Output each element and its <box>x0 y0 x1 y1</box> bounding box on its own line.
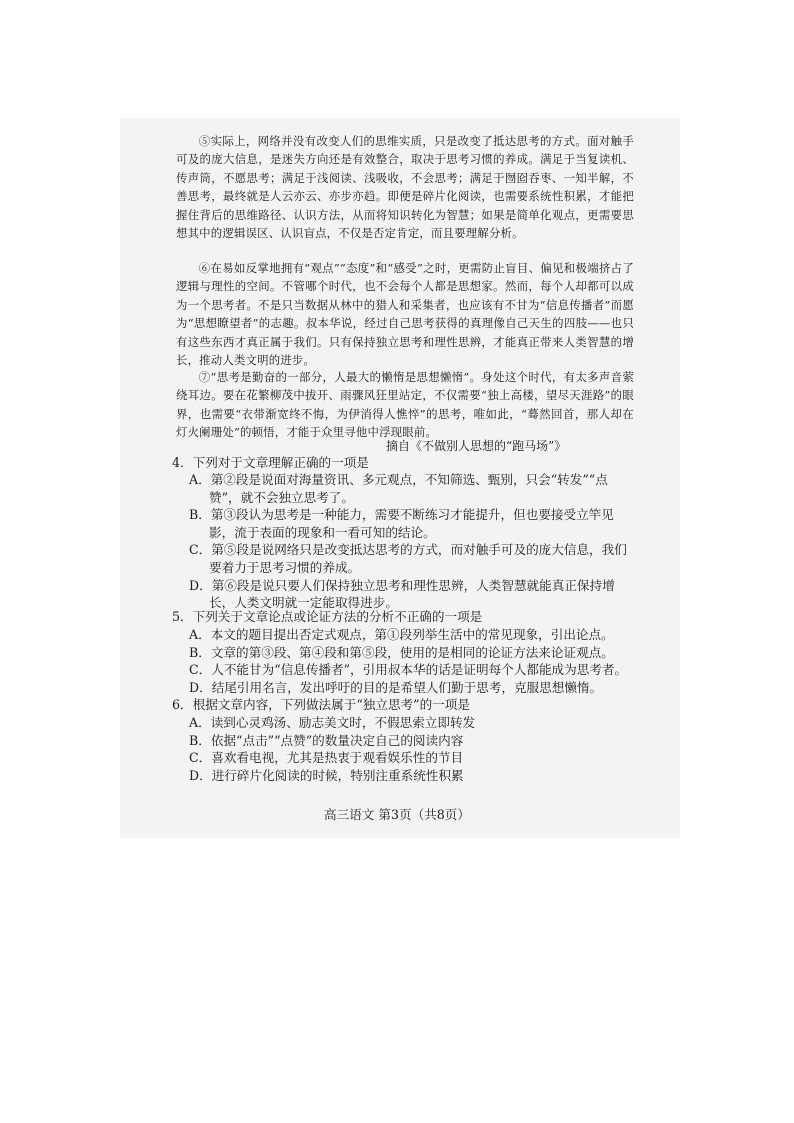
question-4-option-b: B．第③段认为思考是一种能力，需要不断练习才能提升，但也要接受立竿见影，流于表面的现象和一看可知的结论。 <box>189 507 614 540</box>
paragraph-5: ⑤实际上，网络并没有改变人们的思维实质，只是改变了抵达思考的方式。面对触手可及的庞大信息，是迷失方向还是有效整合，取决于思考习惯的养成。满足于当复读机、传声筒，不愿思考；满足于浅阅读、浅吸收，不会思考；满足于囫囵吞枣、一知半解，不善思考，最终就是人云亦云、亦步亦趋。即便是碎片化阅读，也需要系统性积累，才能把握住背后的思维路径、认识方法，从而将知识转化为智慧；如果是简单化观点，更需要思想其中的逻辑误区、认识盲点，不仅是否定肯定，而且要理解分析。 <box>176 134 634 241</box>
question-6-option-c: C．喜欢看电视，尤其是热衷于观看娱乐性的节目 <box>189 750 464 766</box>
question-4-option-a: A．第②段是说面对海量资讯、多元观点，不知筛选、甄别，只会“转发”“点赞”，就不会独立思考了。 <box>189 472 608 505</box>
question-5-stem: 5．下列关于文章论点或论证方法的分析不正确的一项是 <box>172 609 483 624</box>
question-4-stem: 4．下列对于文章理解正确的一项是 <box>172 455 369 470</box>
question-4-options <box>189 471 634 612</box>
paragraph-7: ⑦“思考是勤奋的一部分，人最大的懒惰是思想懒惰”。身处这个时代，有太多声音萦绕耳边。要在花繁柳茂中拔开、雨骤风狂里站定，不仅需要“独上高楼，望尽天涯路”的眼界，也需要“衣带渐宽终不悔，为伊消得人憔悴”的思考，唯如此，“蓦然回首，那人却在灯火阑珊处”的顿悟，才能于众里寻他中浮现眼前。 <box>176 370 634 440</box>
question-4-option-d: D．第⑥段是说只要人们保持独立思考和理性思辨，人类智慧就能真正保持增长，人类文明就一定能取得进步。 <box>189 577 615 611</box>
question-5-option-a: A．本文的题目提出否定式观点，第①段列举生活中的常见现象，引出论点。 <box>189 627 614 642</box>
question-5-option-b: B．文章的第③段、第④段和第⑤段，使用的是相同的论证方法来论证观点。 <box>189 644 614 660</box>
question-5-option-c: C．人不能甘为“信息传播者”，引用叔本华的话是证明每个人都能成为思考者。 <box>189 662 628 678</box>
question-6-option-d: D．进行碎片化阅读的时候，特别注重系统性积累 <box>189 767 464 783</box>
question-5-options <box>189 626 634 696</box>
question-6-options <box>189 714 634 784</box>
question-4-option-c: C．第⑤段是说网络只是改变抵达思考的方式，而对触手可及的庞大信息，我们要着力于思考习惯的养成。 <box>189 542 627 575</box>
question-6-stem: 6．根据文章内容，下列做法属于“独立思考”的一项是 <box>172 697 470 712</box>
passage-source: 摘自《不做别人思想的“跑马场”》 <box>386 439 567 453</box>
question-6-option-b: B．依据“点击”“点赞”的数量决定自己的阅读内容 <box>189 732 464 748</box>
paragraph-6: ⑥在易如反掌地拥有“观点”“态度”和“感受”之时，更需防止盲目、偏见和极端挤占了逻辑与理性的空间。不管哪个时代，也不会每个人都是思想家。然而，每个人却都可以成为一个思考者。不是只当数据从林中的猎人和采集者，也应该有不甘为“信息传播者”而愿为“思想瞭望者”的志趣。叔本华说，经过自己思考获得的真理像自己天生的四肢——也只有这些东西才真正属于我们。只有保持独立思考和理性思辨，才能真正带来人类智慧的增长，推动人类文明的进步。 <box>176 261 634 368</box>
question-6-option-a: A．读到心灵鸡汤、励志美文时，不假思索立即转发 <box>189 715 476 730</box>
page-footer: 高三语文 第3页（共8页） <box>324 807 470 822</box>
question-5-option-d: D．结尾引用名言，发出呼吁的目的是希望人们勤于思考，克服思想懒惰。 <box>189 679 603 695</box>
